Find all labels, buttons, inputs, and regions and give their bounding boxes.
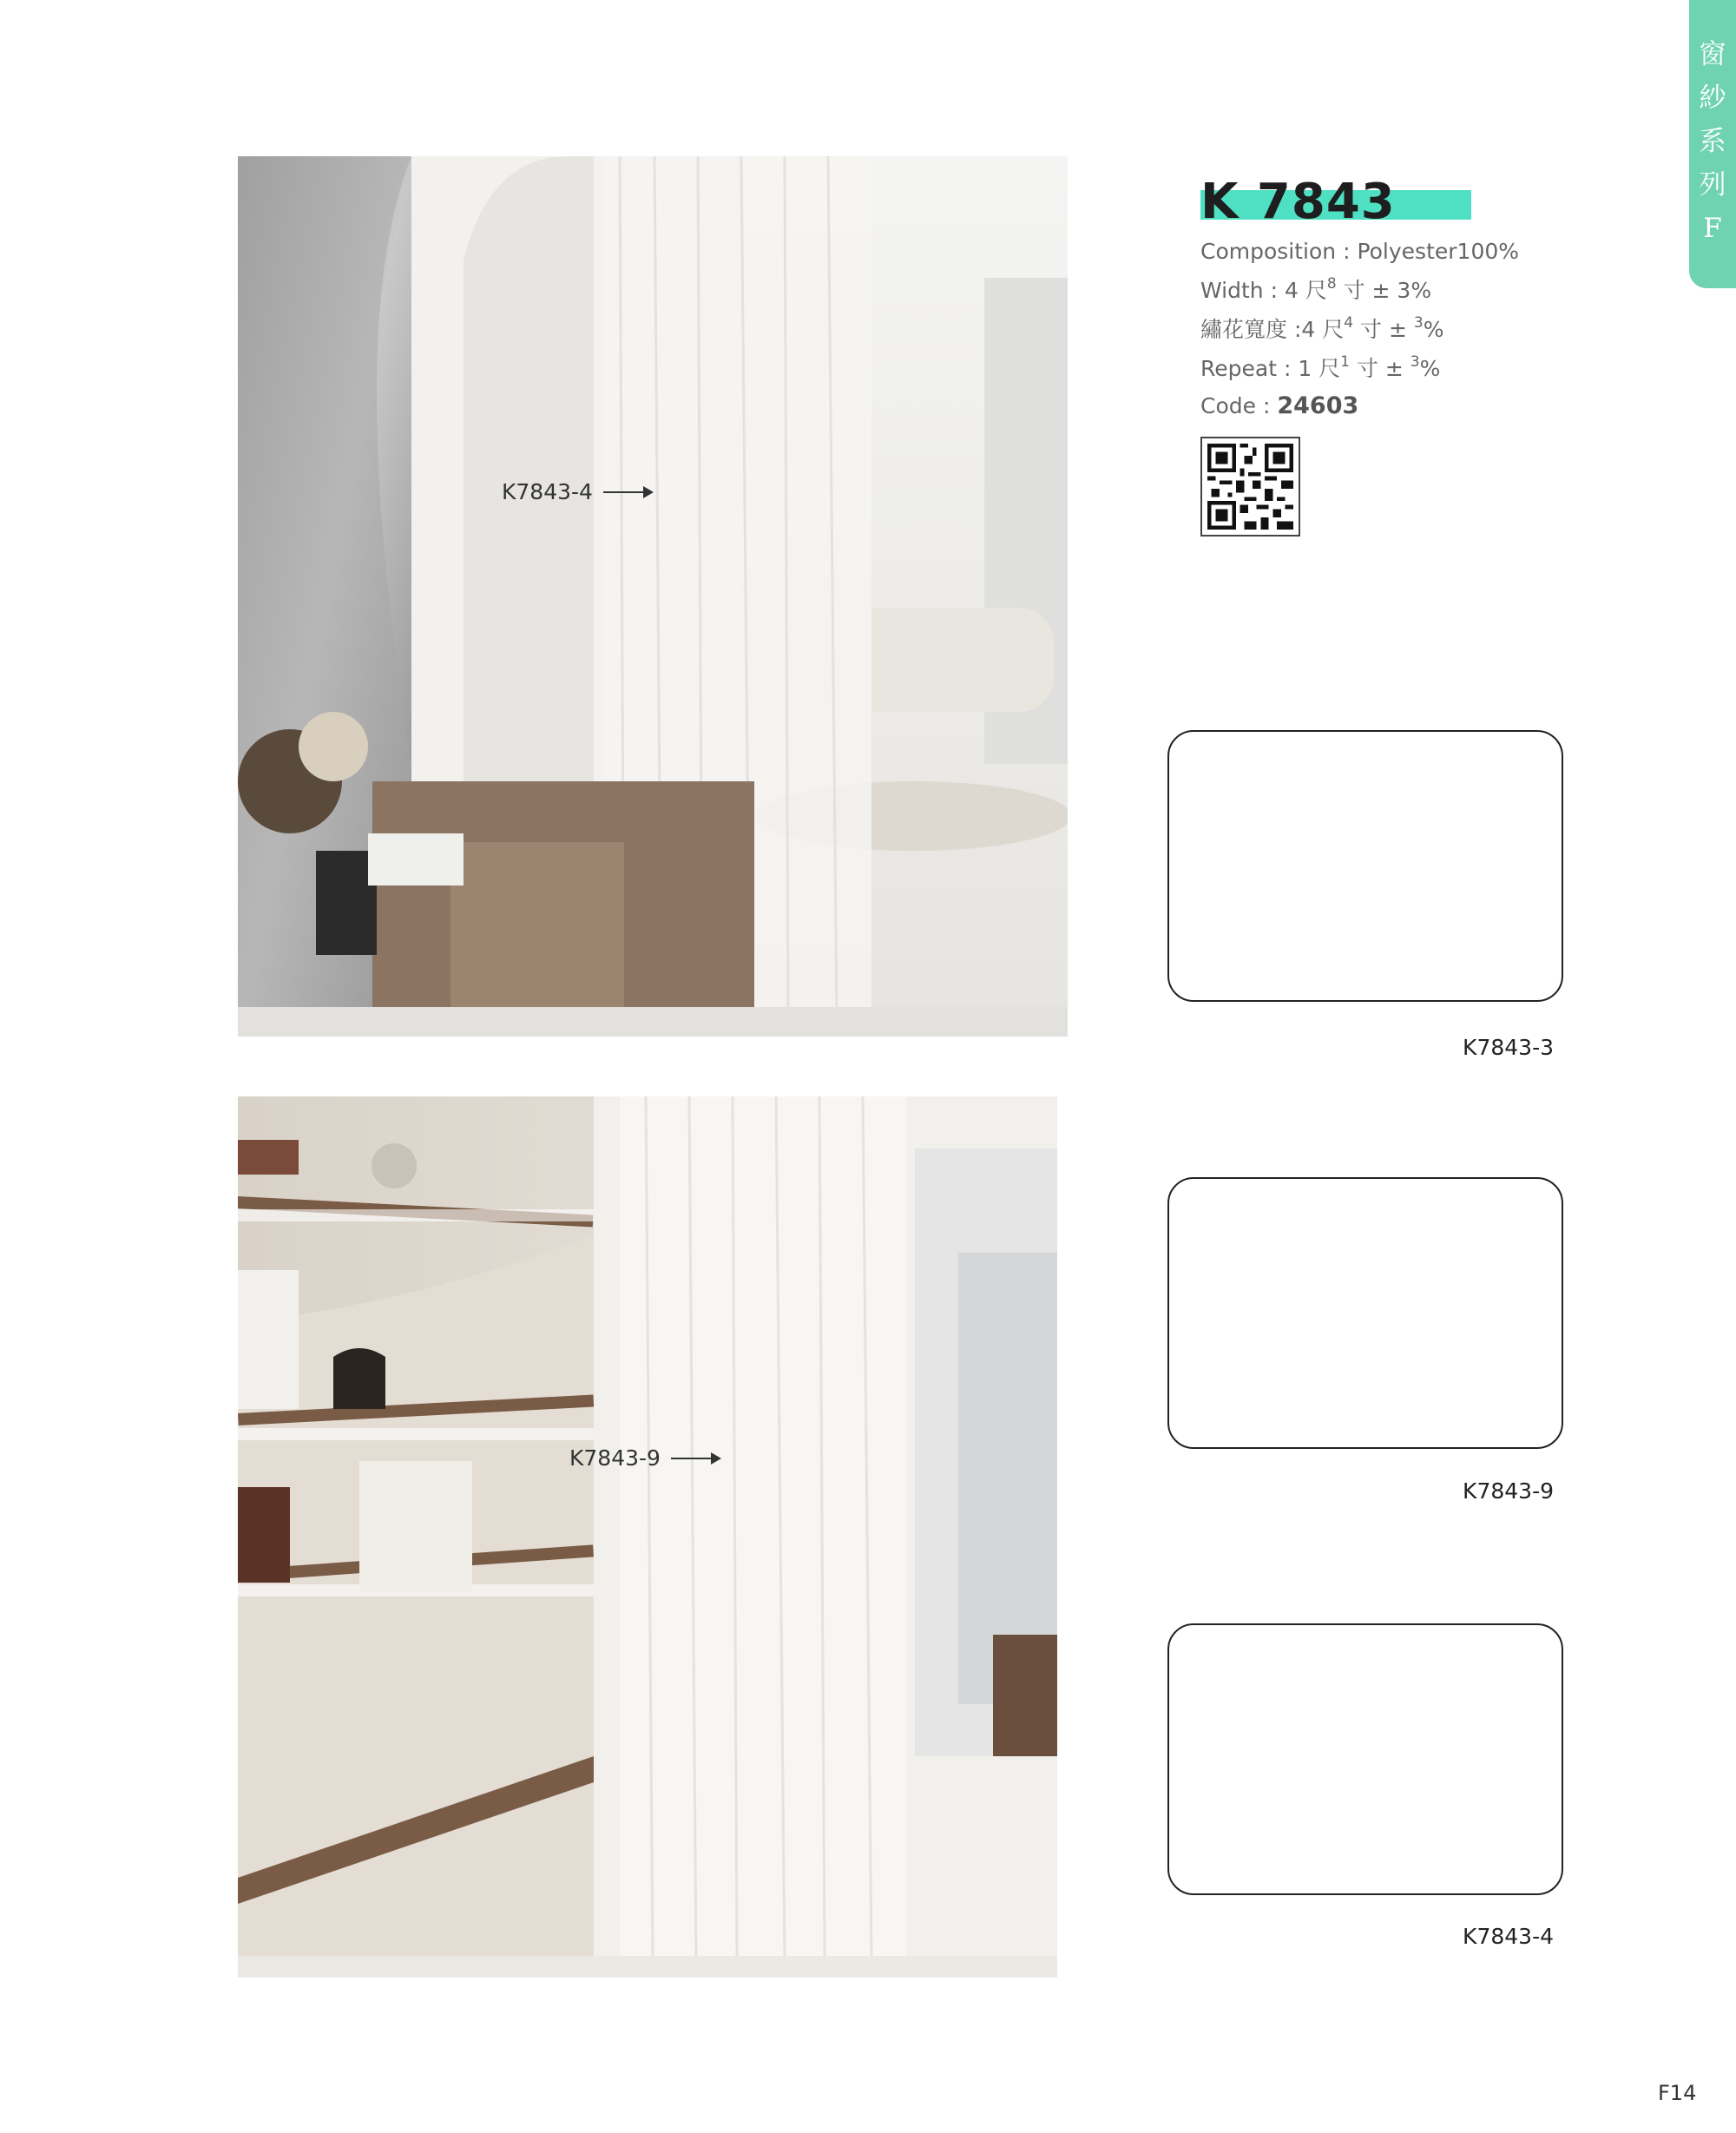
callout-photo-1 [502,479,652,504]
fabric-swatch [1167,1177,1563,1449]
room-photo-1 [238,156,1068,1037]
spec-width [1200,273,1431,305]
spec-repeat-mid: 寸 ± [1350,356,1410,381]
page-number: F14 [1658,2081,1697,2105]
side-tab-char: F [1703,213,1722,244]
spec-repeat-sup2: 3 [1410,353,1420,371]
spec-width-suffix: 寸 ± 3% [1336,278,1432,303]
swatch-label: K7843-3 [1463,1035,1554,1060]
fabric-swatch [1167,730,1563,1002]
side-tab-char: 窗 [1699,39,1726,70]
callout-photo-2 [569,1445,720,1471]
arrow-right-icon [603,491,652,493]
callout-label: K7843-4 [502,479,593,504]
spec-repeat-prefix: Repeat : 1 尺 [1200,356,1341,381]
arrow-right-icon [671,1458,720,1459]
spec-composition: Composition : Polyester100% [1200,239,1520,264]
spec-code-value: 24603 [1277,392,1359,419]
spec-code-label: Code : [1200,393,1278,418]
spec-repeat [1200,352,1440,383]
spec-repeat-suffix: % [1419,356,1441,381]
swatch-label: K7843-9 [1463,1478,1554,1504]
spec-embroidery-mid: 寸 ± [1353,317,1414,342]
spec-width-prefix: Width : 4 尺 [1200,278,1327,303]
spec-code [1200,392,1358,419]
spec-embroidery-sup1: 4 [1344,314,1354,332]
spec-width-sup: 8 [1326,275,1337,293]
swatch-label: K7843-4 [1463,1924,1554,1949]
spec-embroidery-prefix: 繡花寬度 :4 尺 [1200,317,1345,342]
product-title: K 7843 [1200,174,1396,230]
room-photo-2 [238,1096,1057,1978]
series-side-tab [1689,0,1736,288]
spec-embroidery-sup2: 3 [1413,314,1424,332]
callout-label: K7843-9 [569,1445,661,1471]
spec-embroidery-width [1200,313,1443,344]
side-tab-char: 系 [1699,126,1726,157]
spec-repeat-sup1: 1 [1340,353,1350,371]
spec-embroidery-suffix: % [1423,317,1444,342]
fabric-swatch [1167,1623,1563,1895]
side-tab-char: 紗 [1699,82,1726,114]
side-tab-char: 列 [1699,169,1726,201]
qr-code-icon[interactable] [1200,437,1300,537]
